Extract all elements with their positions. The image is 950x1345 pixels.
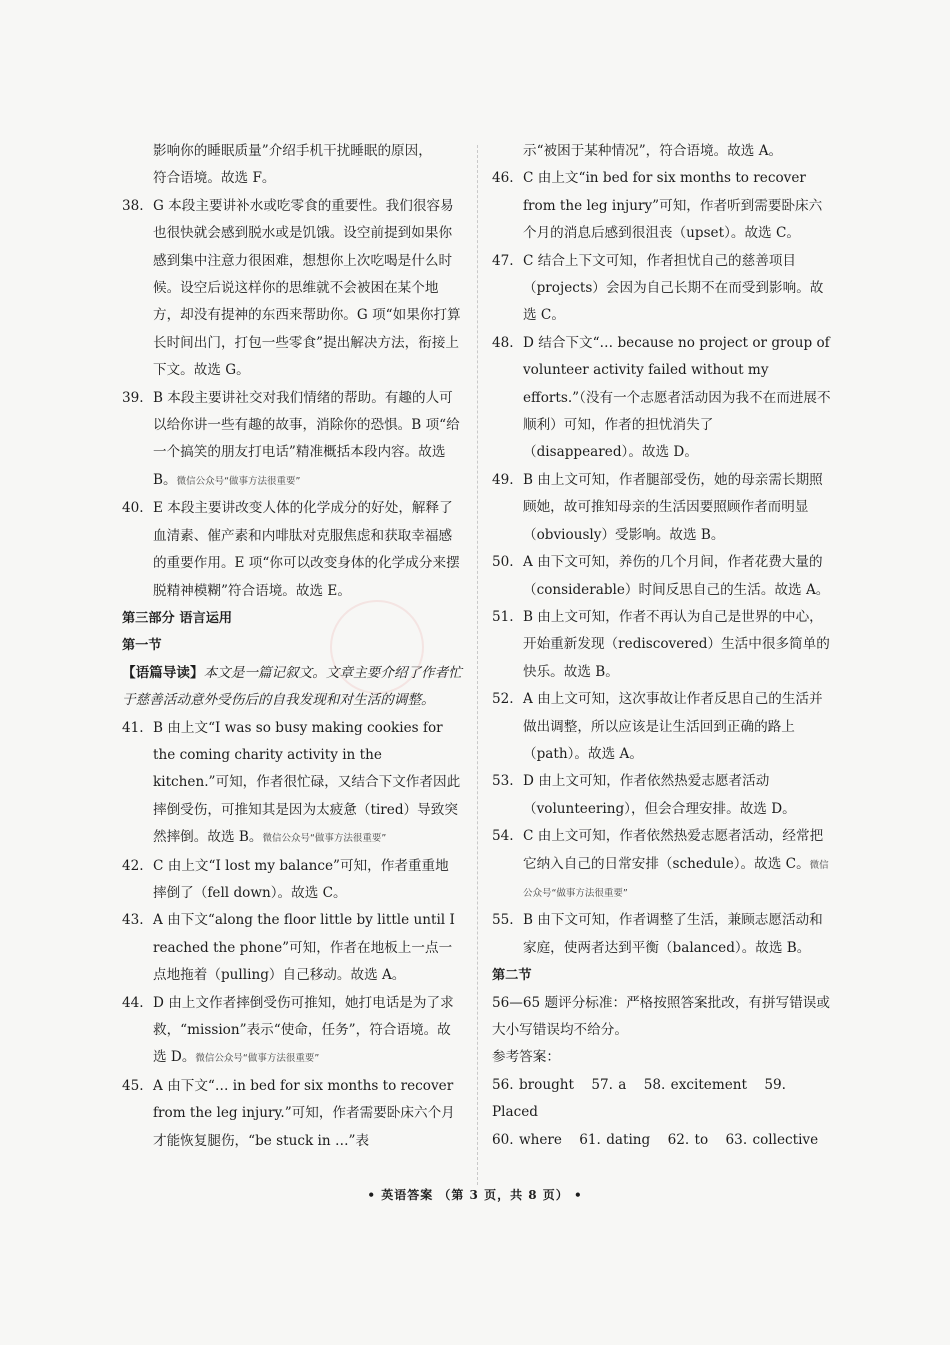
item-text: C 由上文“I lost my balance”可知，作者重重地摔倒了（fell down）。故选 C。 (153, 857, 449, 901)
column-divider (477, 145, 478, 1185)
item-number: 55. (492, 912, 514, 929)
item-number: 48. (492, 334, 514, 351)
item-text: A 由上文可知，这次事故让作者反思自己的生活并做出调整，所以应该是让生活回到正确的路上（path）。故选 A。 (523, 691, 823, 762)
item-37-cont-line1: 影响你的睡眠质量”介绍手机干扰睡眠的原因， (153, 143, 432, 159)
item-37-cont-line2: 符合语境。故选 F。 (153, 170, 276, 187)
answer-60: 60. where (492, 1131, 562, 1148)
item-number: 41. (122, 719, 144, 736)
answer-item-48 (492, 330, 832, 467)
answers-row-2 (492, 1127, 832, 1154)
watermark-note: 微信公众号“做事方法很重要” (176, 475, 301, 487)
reference-answers-label: 参考答案： (492, 1049, 560, 1066)
item-45-cont: 示“被困于某种情况”，符合语境。故选 A。 (523, 143, 783, 159)
item-text: D 由上文可知，作者依然热爱志愿者活动（volunteering），但会合理安排。故选 D。 (523, 773, 796, 817)
item-text: G 本段主要讲补水或吃零食的重要性。我们很容易也很快就会感到脱水或是饥饿。设空前提到如果你感到集中注意力很困难，想想你上次吃喝是什么时候。设空后说这样你的思维就不会被困在某个地方，却没有提神的东西来帮助你。G 项“如果你打算长时间出门，打包一些零食”提出解决方法，衔接上下文。故选 G。 (153, 197, 461, 379)
answer-56: 56. brought (492, 1076, 574, 1093)
watermark-note: 微信公众号“做事方法很重要” (262, 833, 387, 845)
answer-item-55 (492, 907, 832, 962)
item-text: E 本段主要讲改变人体的化学成分的好处，解释了血清素、催产素和内啡肽对克服焦虑和获取幸福感的重要作用。E 项“你可以改变身体的化学成分来摆脱精神模糊”符合语境。故选 E。 (153, 500, 460, 599)
answer-58: 58. excitement (643, 1076, 747, 1093)
answer-63: 63. collective (725, 1131, 819, 1148)
page-footer: • 英语答案 （第 3 页，共 8 页） • (367, 1188, 583, 1202)
answer-item-45 (122, 1073, 462, 1155)
answer-item-41 (122, 715, 462, 853)
answer-item-51 (492, 604, 832, 686)
watermark-note: 微信公众号“做事方法很重要” (195, 1053, 320, 1065)
item-number: 52. (492, 691, 514, 708)
intro-tag: 【语篇导读】 (122, 664, 204, 681)
passage-intro (122, 660, 462, 715)
item-number: 38. (122, 197, 144, 214)
answer-item-53 (492, 768, 832, 823)
answer-item-40 (122, 495, 462, 605)
answer-item-52 (492, 686, 832, 768)
answer-item-54 (492, 823, 832, 907)
item-number: 45. (122, 1077, 144, 1094)
answer-item-39 (122, 385, 462, 496)
item-text: C 由上文可知，作者依然热爱志愿者活动，经常把它纳入自己的日常安排（schedule）。故选 C。 (523, 828, 824, 872)
item-text: C 结合上下文可知，作者担忧自己的慈善项目（projects）会因为自己长期不在而受到影响。故选 C。 (523, 252, 824, 324)
item-number: 39. (122, 389, 144, 406)
item-text: A 由下文“along the floor little by little until I reached the phone”可知，作者在地板上一点一点地拖着（pulling）自己移动。故选 A。 (153, 912, 455, 984)
answer-item-43 (122, 907, 462, 989)
answer-item-50 (492, 549, 832, 604)
item-text: C 由上文“in bed for six months to recover from the leg injury”可知，作者听到需要卧床六个月的消息后感到很沮丧（upset）。故选 C。 (523, 170, 823, 242)
item-text: D 结合下文“… because no project or group of volunteer activity failed without my efforts.”（没有一个志愿者活动因为我不在而进展不顺利）可知，作者的担忧消失了（disappeared）。故选 D。 (523, 334, 831, 461)
item-number: 53. (492, 773, 514, 790)
left-column (122, 138, 462, 1155)
answer-item-38 (122, 193, 462, 385)
item-text: B 由上文可知，作者不再认为自己是世界的中心，开始重新发现（rediscovered）生活中很多简单的快乐。故选 B。 (523, 608, 830, 680)
item-number: 44. (122, 994, 144, 1011)
answers-row-1 (492, 1072, 832, 1127)
item-text: A 由下文可知，养伤的几个月间，作者花费大量的（considerable）时间反思自己的生活。故选 A。 (523, 554, 830, 598)
item-number: 50. (492, 554, 514, 571)
answer-57: 57. a (591, 1076, 627, 1093)
answer-item-42 (122, 853, 462, 908)
answer-62: 62. to (667, 1131, 709, 1148)
answer-59: 59. Placed (492, 1076, 786, 1121)
item-text: B 由上文可知，作者腿部受伤，她的母亲需长期照顾她，故可推知母亲的生活因要照顾作者而明显（obviously）受影响。故选 B。 (523, 471, 823, 543)
intro-text: 本文是一篇记叙文。文章主要介绍了作者忙于慈善活动意外受伤后的自我发现和对生活的调整。 (122, 664, 462, 709)
section1-heading: 第一节 (122, 638, 162, 654)
item-text: D 由上文作者摔倒受伤可推知，她打电话是为了求救，“mission”表示“使命，任务”，符合语境。故选 D。 (153, 994, 454, 1066)
part3-heading: 第三部分 语言运用 (122, 610, 233, 626)
item-number: 43. (122, 912, 144, 929)
answer-item-44 (122, 990, 462, 1073)
item-text: B 本段主要讲社交对我们情绪的帮助。有趣的人可以给你讲一些有趣的故事，消除你的恐惧。B 项“给一个搞笑的朋友打电话”精准概括本段内容。故选 B。 (153, 389, 460, 488)
item-text: B 由上文“I was so busy making cookies for the coming charity activity in the kitchen.”可知，作者很忙碌，又结合下文作者因此摔倒受伤，可推知其是因为太疲惫（tired）导致突然摔倒。故选 B。 (153, 719, 461, 846)
scoring-criteria: 56—65 题评分标准：严格按照答案批改，有拼写错误或大小写错误均不给分。 (492, 994, 830, 1038)
answer-61: 61. dating (579, 1131, 651, 1148)
answer-item-47 (492, 248, 832, 330)
watermark-note: 微信公众号“做事方法很重要” (523, 859, 829, 899)
right-column (492, 138, 832, 1154)
section2-heading: 第二节 (492, 968, 532, 984)
item-number: 54. (492, 828, 514, 845)
item-text: A 由下文“… in bed for six months to recover from the leg injury.”可知，作者需要卧床六个月才能恢复腿伤，“be stuck in …”表 (153, 1077, 455, 1149)
item-number: 49. (492, 471, 514, 488)
item-number: 40. (122, 500, 144, 517)
item-number: 47. (492, 252, 514, 269)
item-text: B 由下文可知，作者调整了生活，兼顾志愿活动和家庭，使两者达到平衡（balanced）。故选 B。 (523, 912, 823, 956)
item-number: 46. (492, 170, 514, 187)
answer-item-46 (492, 165, 832, 247)
item-number: 42. (122, 857, 144, 874)
item-number: 51. (492, 608, 514, 625)
answer-item-49 (492, 467, 832, 549)
